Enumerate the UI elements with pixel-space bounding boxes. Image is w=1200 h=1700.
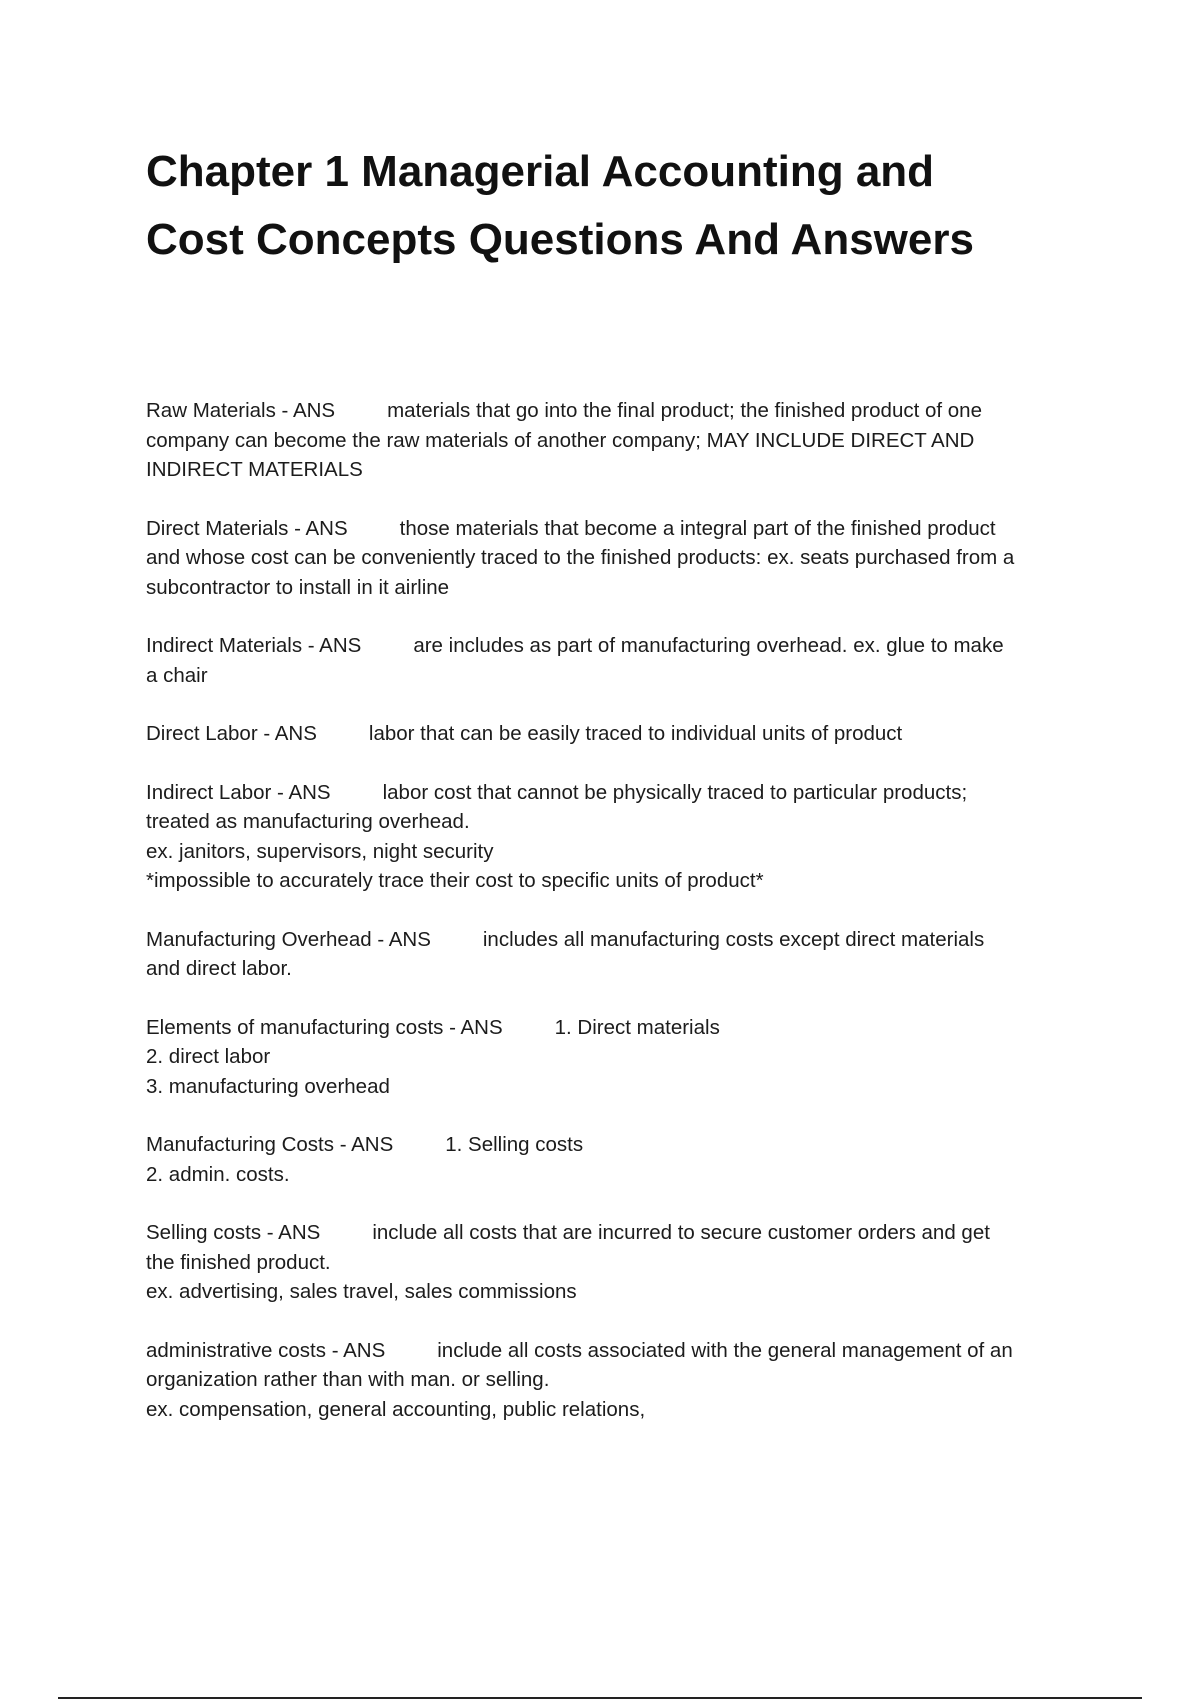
qa-entry-elements-of-manufacturing-costs [146, 1013, 1096, 1102]
qa-entry-direct-labor [146, 719, 1096, 749]
qa-entries [146, 396, 1096, 1453]
entry-answer-line: subcontractor to install in it airline [146, 575, 450, 599]
entry-answer-line: ex. compensation, general accounting, public relations, [146, 1397, 646, 1421]
entry-term: Elements of manufacturing costs - ANS [146, 1015, 503, 1039]
entry-first-line [146, 719, 1096, 749]
entry-first-line [146, 514, 1096, 544]
entry-answer: materials that go into the final product; the finished product of one [387, 399, 982, 422]
entry-first-line [146, 631, 1096, 661]
entry-answer: include all costs that are incurred to secure customer orders and get [372, 1221, 990, 1244]
entry-answer-line: 3. manufacturing overhead [146, 1074, 390, 1098]
qa-entry-indirect-materials [146, 631, 1096, 690]
entry-term: Direct Labor - ANS [146, 722, 317, 745]
entry-first-line [146, 1013, 1096, 1043]
qa-entry-administrative-costs [146, 1336, 1096, 1425]
qa-entry-direct-materials [146, 514, 1096, 603]
entry-term: Raw Materials - ANS [146, 399, 336, 422]
qa-entry-manufacturing-overhead [146, 925, 1096, 984]
qa-entry-raw-materials [146, 396, 1096, 485]
entry-first-line [146, 778, 1096, 808]
entry-answer: 1. Direct materials [554, 1015, 720, 1039]
entry-answer-line: organization rather than with man. or selling. [146, 1368, 550, 1391]
entry-answer: are includes as part of manufacturing overhead. ex. glue to make [413, 634, 1004, 657]
entry-answer: labor cost that cannot be physically traced to particular products; [382, 780, 968, 804]
entry-answer-line: the finished product. [146, 1250, 331, 1274]
qa-entry-indirect-labor [146, 778, 1096, 896]
document-title [146, 138, 1106, 274]
entry-term: administrative costs - ANS [146, 1338, 386, 1362]
entry-answer: includes all manufacturing costs except direct materials [482, 927, 985, 951]
entry-answer-line: company can become the raw materials of another company; MAY INCLUDE DIRECT AND [146, 428, 975, 452]
entry-answer-line: and direct labor. [146, 957, 292, 980]
qa-entry-selling-costs [146, 1218, 1096, 1307]
entry-answer-line: *impossible to accurately trace their cost to specific units of product* [146, 869, 764, 892]
entry-first-line [146, 1218, 1096, 1248]
title-line: Chapter 1 Managerial Accounting and [146, 147, 935, 196]
qa-entry-manufacturing-costs [146, 1130, 1096, 1189]
page-bottom-rule [58, 1697, 1142, 1699]
entry-first-line [146, 1336, 1096, 1366]
title-line: Cost Concepts Questions And Answers [146, 215, 974, 264]
entry-term: Direct Materials - ANS [146, 516, 348, 540]
entry-term: Manufacturing Overhead - ANS [146, 927, 431, 951]
entry-first-line [146, 396, 1096, 426]
entry-answer-line: 2. admin. costs. [146, 1162, 290, 1186]
entry-answer-line: and whose cost can be conveniently traced to the finished products: ex. seats purchased from a [146, 546, 1015, 569]
entry-answer: include all costs associated with the general management of an [437, 1338, 1013, 1362]
entry-answer-line: ex. advertising, sales travel, sales commissions [146, 1280, 577, 1303]
entry-answer: labor that can be easily traced to individual units of product [368, 722, 903, 745]
entry-answer-line: ex. janitors, supervisors, night security [146, 839, 494, 863]
entry-answer-line: 2. direct labor [146, 1045, 271, 1068]
entry-first-line [146, 925, 1096, 955]
entry-term: Indirect Materials - ANS [146, 634, 362, 657]
entry-answer: those materials that become a integral part of the finished product [399, 516, 996, 540]
entry-term: Selling costs - ANS [146, 1221, 321, 1244]
entry-first-line [146, 1130, 1096, 1160]
entry-term: Indirect Labor - ANS [146, 780, 331, 804]
entry-answer-line: a chair [146, 663, 208, 687]
entry-answer-line: treated as manufacturing overhead. [146, 810, 470, 833]
entry-answer: 1. Selling costs [445, 1133, 584, 1156]
entry-term: Manufacturing Costs - ANS [146, 1133, 394, 1156]
entry-answer-line: INDIRECT MATERIALS [146, 458, 363, 481]
